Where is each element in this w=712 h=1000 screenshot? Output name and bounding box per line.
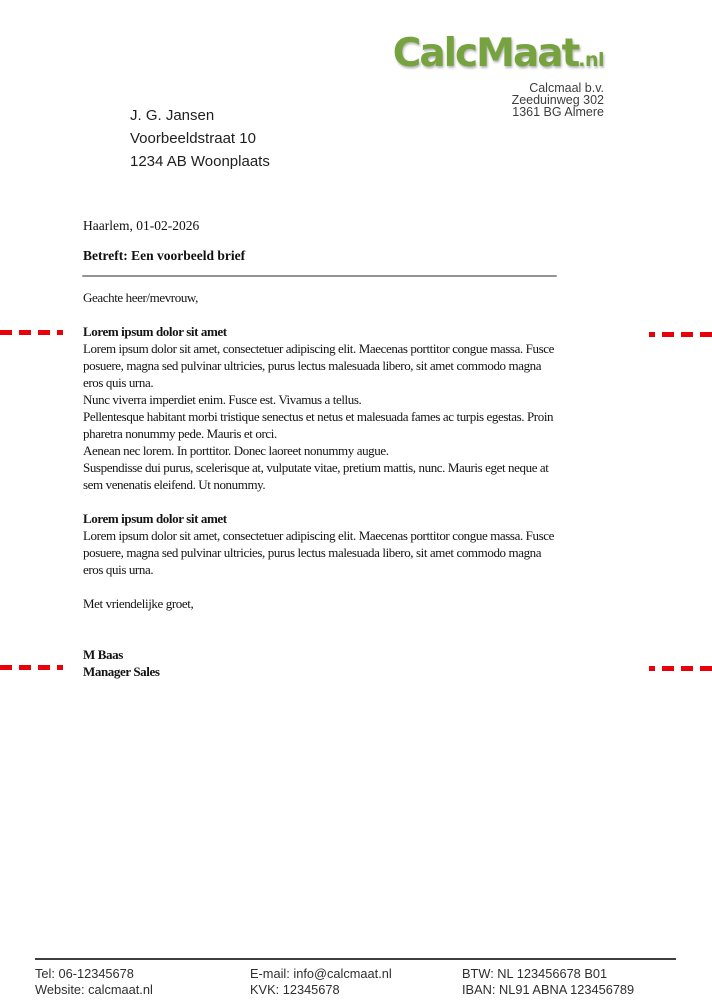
letter-body: [83, 289, 554, 680]
body-line: Nunc viverra imperdiet enim. Fusce est. Vivamus a tellus.: [83, 392, 362, 407]
body-line: Pellentesque habitant morbi tristique senectus et netus et malesuada fames ac turpis egestas. Proin: [83, 409, 554, 424]
fold-mark-top-right: [649, 332, 712, 337]
body-line: Aenean nec lorem. In porttitor. Donec laoreet nonummy augue.: [83, 443, 389, 458]
footer-kvk: KVK: 12345678: [250, 982, 340, 997]
blank-line: [83, 578, 554, 595]
footer-contact-column: [35, 966, 153, 998]
body-line: posuere, magna sed pulvinar ultricies, purus lectus malesuada libero, sit amet commodo magna: [83, 545, 542, 560]
blank-line: [83, 306, 554, 323]
brand-tld: .nl: [578, 49, 604, 71]
footer-email-column: [250, 966, 392, 998]
signature-title: Manager Sales: [83, 664, 160, 679]
fold-mark-top-left: [0, 330, 63, 335]
recipient-address: [130, 104, 270, 173]
letterhead: [392, 31, 604, 119]
footer-tel: Tel: 06-12345678: [35, 966, 134, 981]
subject-line: Betreft: Een voorbeeld brief: [83, 248, 246, 263]
blank-line: [83, 629, 554, 646]
footer-website: Website: calcmaat.nl: [35, 982, 153, 997]
company-city: 1361 BG Almere: [512, 105, 604, 119]
fold-mark-bottom-left: [0, 665, 63, 670]
company-street: Zeeduinweg 302: [511, 93, 604, 107]
blank-line: [83, 612, 554, 629]
body-line: eros quis urna.: [83, 562, 154, 577]
body-line: eros quis urna.: [83, 375, 154, 390]
recipient-city: 1234 AB Woonplaats: [130, 153, 270, 170]
brand-logo: [392, 31, 604, 76]
salutation: Geachte heer/mevrouw,: [83, 290, 198, 305]
signature-name: M Baas: [83, 647, 123, 662]
recipient-name: J. G. Jansen: [130, 107, 215, 124]
brand-name: CalcMaat: [392, 31, 579, 76]
body-line: Lorem ipsum dolor sit amet, consectetuer adipiscing elit. Maecenas porttitor congue massa. Fusce: [83, 341, 554, 356]
footer-tax-column: [462, 966, 634, 998]
subject-divider: [82, 275, 557, 277]
body-line: sem venenatis eleifend. Ut nonummy.: [83, 477, 266, 492]
body-line: Lorem ipsum dolor sit amet, consectetuer adipiscing elit. Maecenas porttitor congue massa. Fusce: [83, 528, 554, 543]
footer-iban: IBAN: NL91 ABNA 123456789: [462, 982, 635, 997]
footer-email: E-mail: info@calcmaat.nl: [250, 966, 392, 981]
recipient-street: Voorbeeldstraat 10: [130, 130, 256, 147]
body-line: posuere, magna sed pulvinar ultricies, purus lectus malesuada libero, sit amet commodo magna: [83, 358, 542, 373]
closing: Met vriendelijke groet,: [83, 596, 194, 611]
body-line: pharetra nonummy pede. Mauris et orci.: [83, 426, 277, 441]
section1-heading: Lorem ipsum dolor sit amet: [83, 324, 227, 339]
company-name: Calcmaal b.v.: [529, 81, 604, 95]
blank-line: [83, 493, 554, 510]
fold-mark-bottom-right: [649, 666, 712, 671]
date-line: Haarlem, 01-02-2026: [83, 218, 200, 233]
footer-divider: [35, 958, 676, 960]
section2-heading: Lorem ipsum dolor sit amet: [83, 511, 227, 526]
body-line: Suspendisse dui purus, scelerisque at, vulputate vitae, pretium mattis, nunc. Mauris eget neque at: [83, 460, 549, 475]
company-address: [393, 82, 604, 118]
footer-btw: BTW: NL 123456678 B01: [462, 966, 608, 981]
